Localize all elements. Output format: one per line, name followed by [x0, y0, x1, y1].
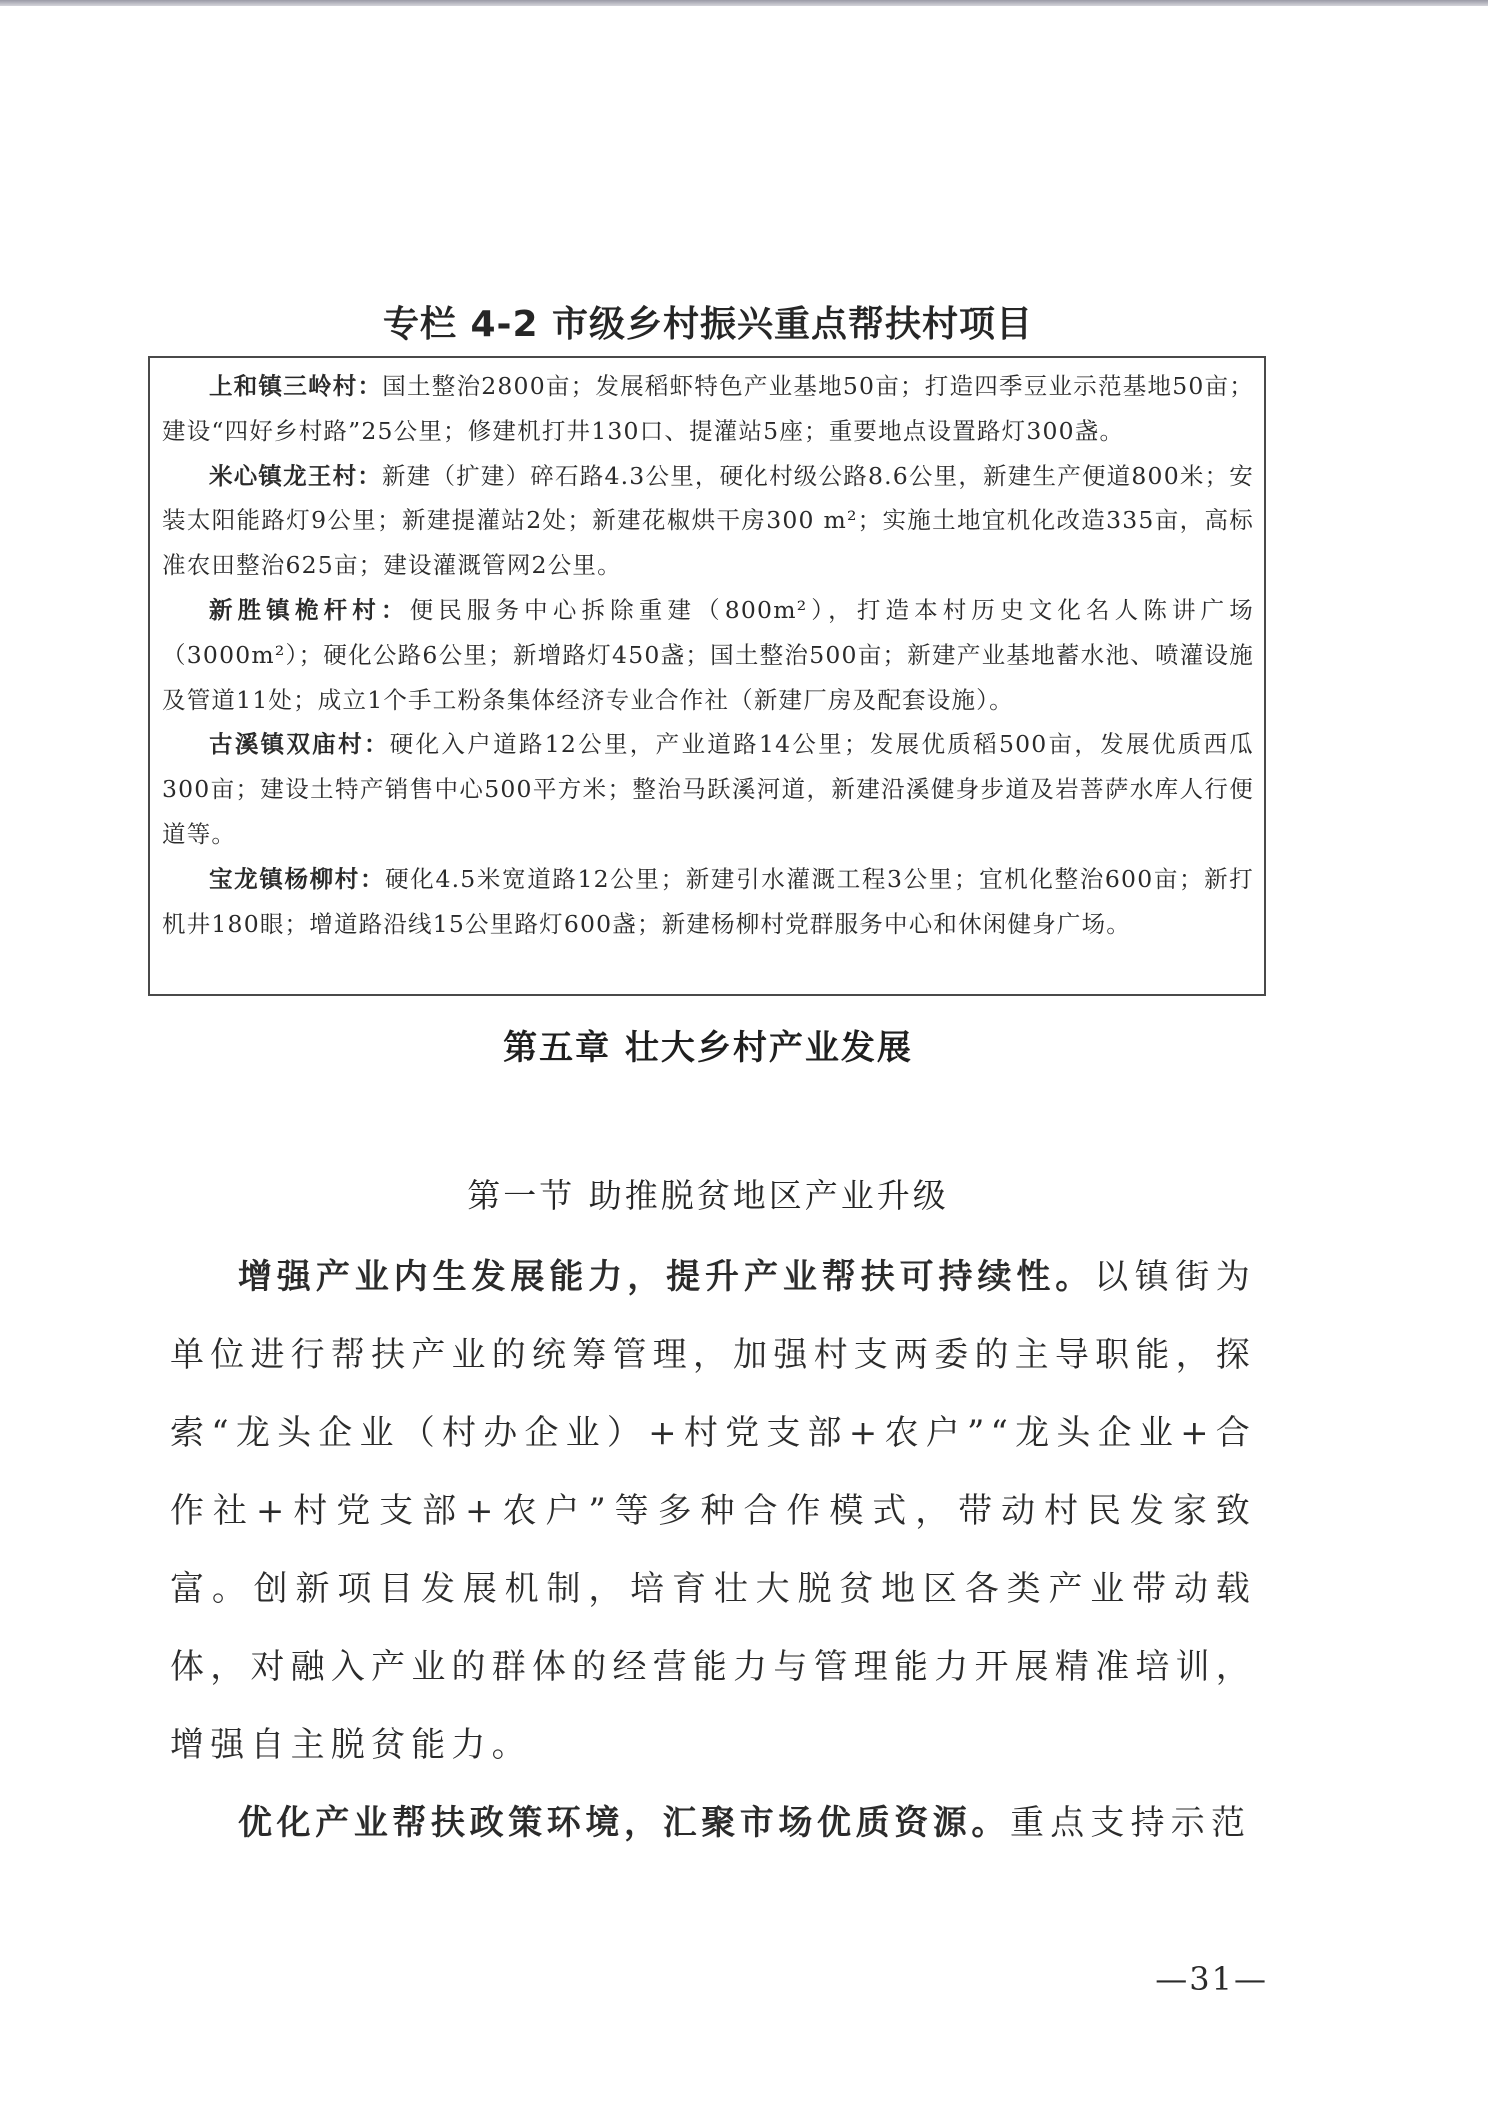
project-item — [162, 454, 1254, 588]
village-name: 米心镇龙王村： — [209, 461, 383, 490]
project-text: 新建（扩建）碎石路4.3公里，硬化村级公路8.6公里，新建生产便道800米；安装太阳能路灯9公里；新建提灌站2处；新建花椒烘干房300 m²；实施土地宜机化改造335亩，高标准农田整治625亩；建设灌溉管网2公里。 — [162, 461, 1254, 580]
body-text — [170, 1238, 1256, 1862]
project-item — [162, 364, 1254, 454]
paragraph-lead: 增强产业内生发展能力，提升产业帮扶可持续性。 — [238, 1257, 1095, 1297]
paragraph — [170, 1784, 1256, 1862]
paragraph — [170, 1238, 1256, 1784]
project-item — [162, 857, 1254, 947]
project-text: 硬化4.5米宽道路12公里；新建引水灌溉工程3公里；宜机化整治600亩；新打机井180眼；增道路沿线15公里路灯600盏；新建杨柳村党群服务中心和休闲健身广场。 — [162, 864, 1254, 938]
page-number: —31— — [1155, 1960, 1268, 1998]
village-name: 上和镇三岭村： — [209, 372, 383, 400]
village-name: 新胜镇桅杆村： — [209, 595, 410, 624]
project-item — [162, 722, 1254, 856]
project-list-box — [148, 356, 1266, 996]
village-name: 古溪镇双庙村： — [209, 730, 390, 759]
paragraph-lead: 优化产业帮扶政策环境，汇聚市场优质资源。 — [238, 1803, 1010, 1843]
paragraph-text: 重点支持示范 — [1010, 1803, 1252, 1843]
chapter-title: 第五章 壮大乡村产业发展 — [503, 1028, 913, 1068]
sidebar-box-title: 专栏 4-2 市级乡村振兴重点帮扶村项目 — [382, 304, 1034, 345]
section-title: 第一节 助推脱贫地区产业升级 — [467, 1176, 949, 1215]
project-text: 国土整治2800亩；发展稻虾特色产业基地50亩；打造四季豆业示范基地50亩；建设“四好乡村路”25公里；修建机打井130口、提灌站5座；重要地点设置路灯300盏。 — [162, 372, 1254, 445]
project-item — [162, 588, 1254, 722]
project-text: 硬化入户道路12公里，产业道路14公里；发展优质稻500亩，发展优质西瓜300亩；建设土特产销售中心500平方米；整治马跃溪河道，新建沿溪健身步道及岩菩萨水库人行便道等。 — [162, 730, 1255, 848]
project-text: 便民服务中心拆除重建（800m²），打造本村历史文化名人陈讲广场（3000m²）；硬化公路6公里；新增路灯450盏；国土整治500亩；新建产业基地蓄水池、喷灌设施及管道11处；成立1个手工粉条集体经济专业合作社（新建厂房及配套设施）。 — [162, 595, 1254, 714]
paragraph-text: 以镇街为单位进行帮扶产业的统筹管理，加强村支两委的主导职能，探索“龙头企业（村办企业）+村党支部+农户”“龙头企业+合作社+村党支部+农户”等多种合作模式，带动村民发家致富。创新项目发展机制，培育壮大脱贫地区各类产业带动载体，对融入产业的群体的经营能力与管理能力开展精准培训，增强自主脱贫能力。 — [170, 1257, 1256, 1765]
village-name: 宝龙镇杨柳村： — [209, 864, 386, 893]
